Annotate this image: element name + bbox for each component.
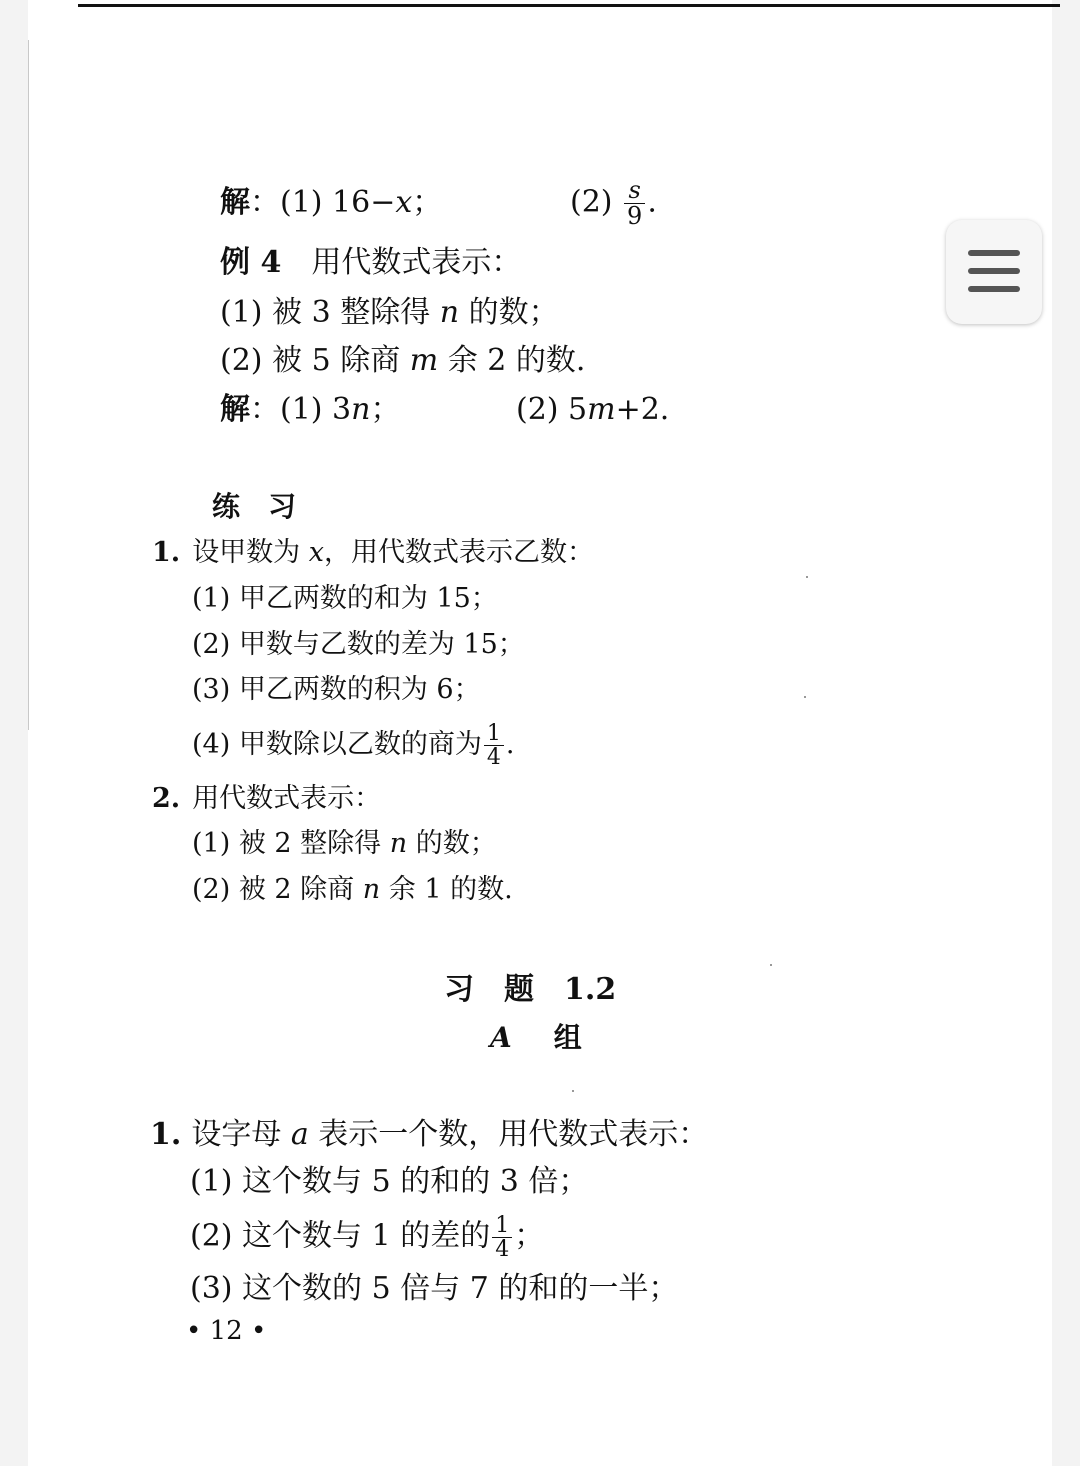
example3-solution-part2 <box>570 178 657 229</box>
practice-q2-item-2: (2) 被 2 除商 n 余 1 的数. <box>192 874 513 905</box>
scan-speck <box>572 1090 574 1092</box>
example4-solution-part2: (2) 5m+2. <box>516 392 670 427</box>
variable-x: x <box>395 185 413 220</box>
example4-heading: 例 4 <box>220 245 282 280</box>
solution-label: 解 <box>220 185 250 220</box>
exercise-q1-item-2: (2) 这个数与 1 的差的 $\frac{1}{4}$ ； <box>190 1213 545 1263</box>
practice-q1-stem: 1. 设甲数为 x，用代数式表示乙数： <box>152 537 595 568</box>
practice-q2-item-1: (1) 被 2 整除得 n 的数； <box>192 828 497 859</box>
practice-q2-stem: 2. 用代数式表示： <box>152 783 382 814</box>
menu-button[interactable] <box>946 220 1042 324</box>
fraction-one-quarter: $\frac{1}{4}$ <box>492 1214 512 1261</box>
exercise-q1-item-1: (1) 这个数与 5 的和的 3 倍； <box>190 1164 589 1199</box>
page-edge <box>28 40 29 730</box>
example4-solution-line: 解：(1) 3n； <box>220 392 401 427</box>
practice-q1-item-2: (2) 甲数与乙数的差为 15； <box>192 629 525 660</box>
practice-q1-item-3: (3) 甲乙两数的积为 6； <box>192 674 481 705</box>
solution-label: 解 <box>220 392 250 427</box>
practice-q1-item-4: (4) 甲数除以乙数的商为 $\frac{1}{4}$ . <box>192 721 515 771</box>
solution-part1-end: ； <box>412 185 443 220</box>
exercise-q1-stem: 1. 设字母 a 表示一个数，用代数式表示： <box>150 1117 709 1152</box>
example4-item-1: (1) 被 3 整除得 n 的数； <box>220 295 559 330</box>
practice-q1-item-1: (1) 甲乙两数的和为 15； <box>192 583 498 614</box>
example3-solution-line: 解：(1) 16−x； <box>220 185 443 220</box>
page-number: • 12 • <box>186 1316 267 1346</box>
exercise-q1-item-3: (3) 这个数的 5 倍与 7 的和的一半； <box>190 1271 679 1306</box>
fraction-numerator: s <box>624 178 645 204</box>
exercise-title: 习 题 1.2 <box>444 972 617 1007</box>
practice-heading: 练 习 <box>212 490 297 523</box>
solution-part1: (1) 16− <box>280 185 396 220</box>
example4-heading-line <box>220 244 521 282</box>
example4-prompt: 用代数式表示： <box>311 245 522 280</box>
scan-speck <box>804 696 806 698</box>
solution-part2-end: . <box>647 184 657 220</box>
fraction-one-quarter: $\frac{1}{4}$ <box>484 722 504 769</box>
solution-part2-label: (2) <box>570 184 623 220</box>
fraction-denominator: 9 <box>627 202 643 231</box>
scan-speck <box>770 964 772 966</box>
fraction-s-over-9 <box>624 178 645 229</box>
exercise-group: A 组 <box>490 1021 582 1054</box>
scan-speck <box>806 576 808 578</box>
top-rule <box>78 4 1060 7</box>
example4-item-2: (2) 被 5 除商 m 余 2 的数. <box>220 343 586 378</box>
